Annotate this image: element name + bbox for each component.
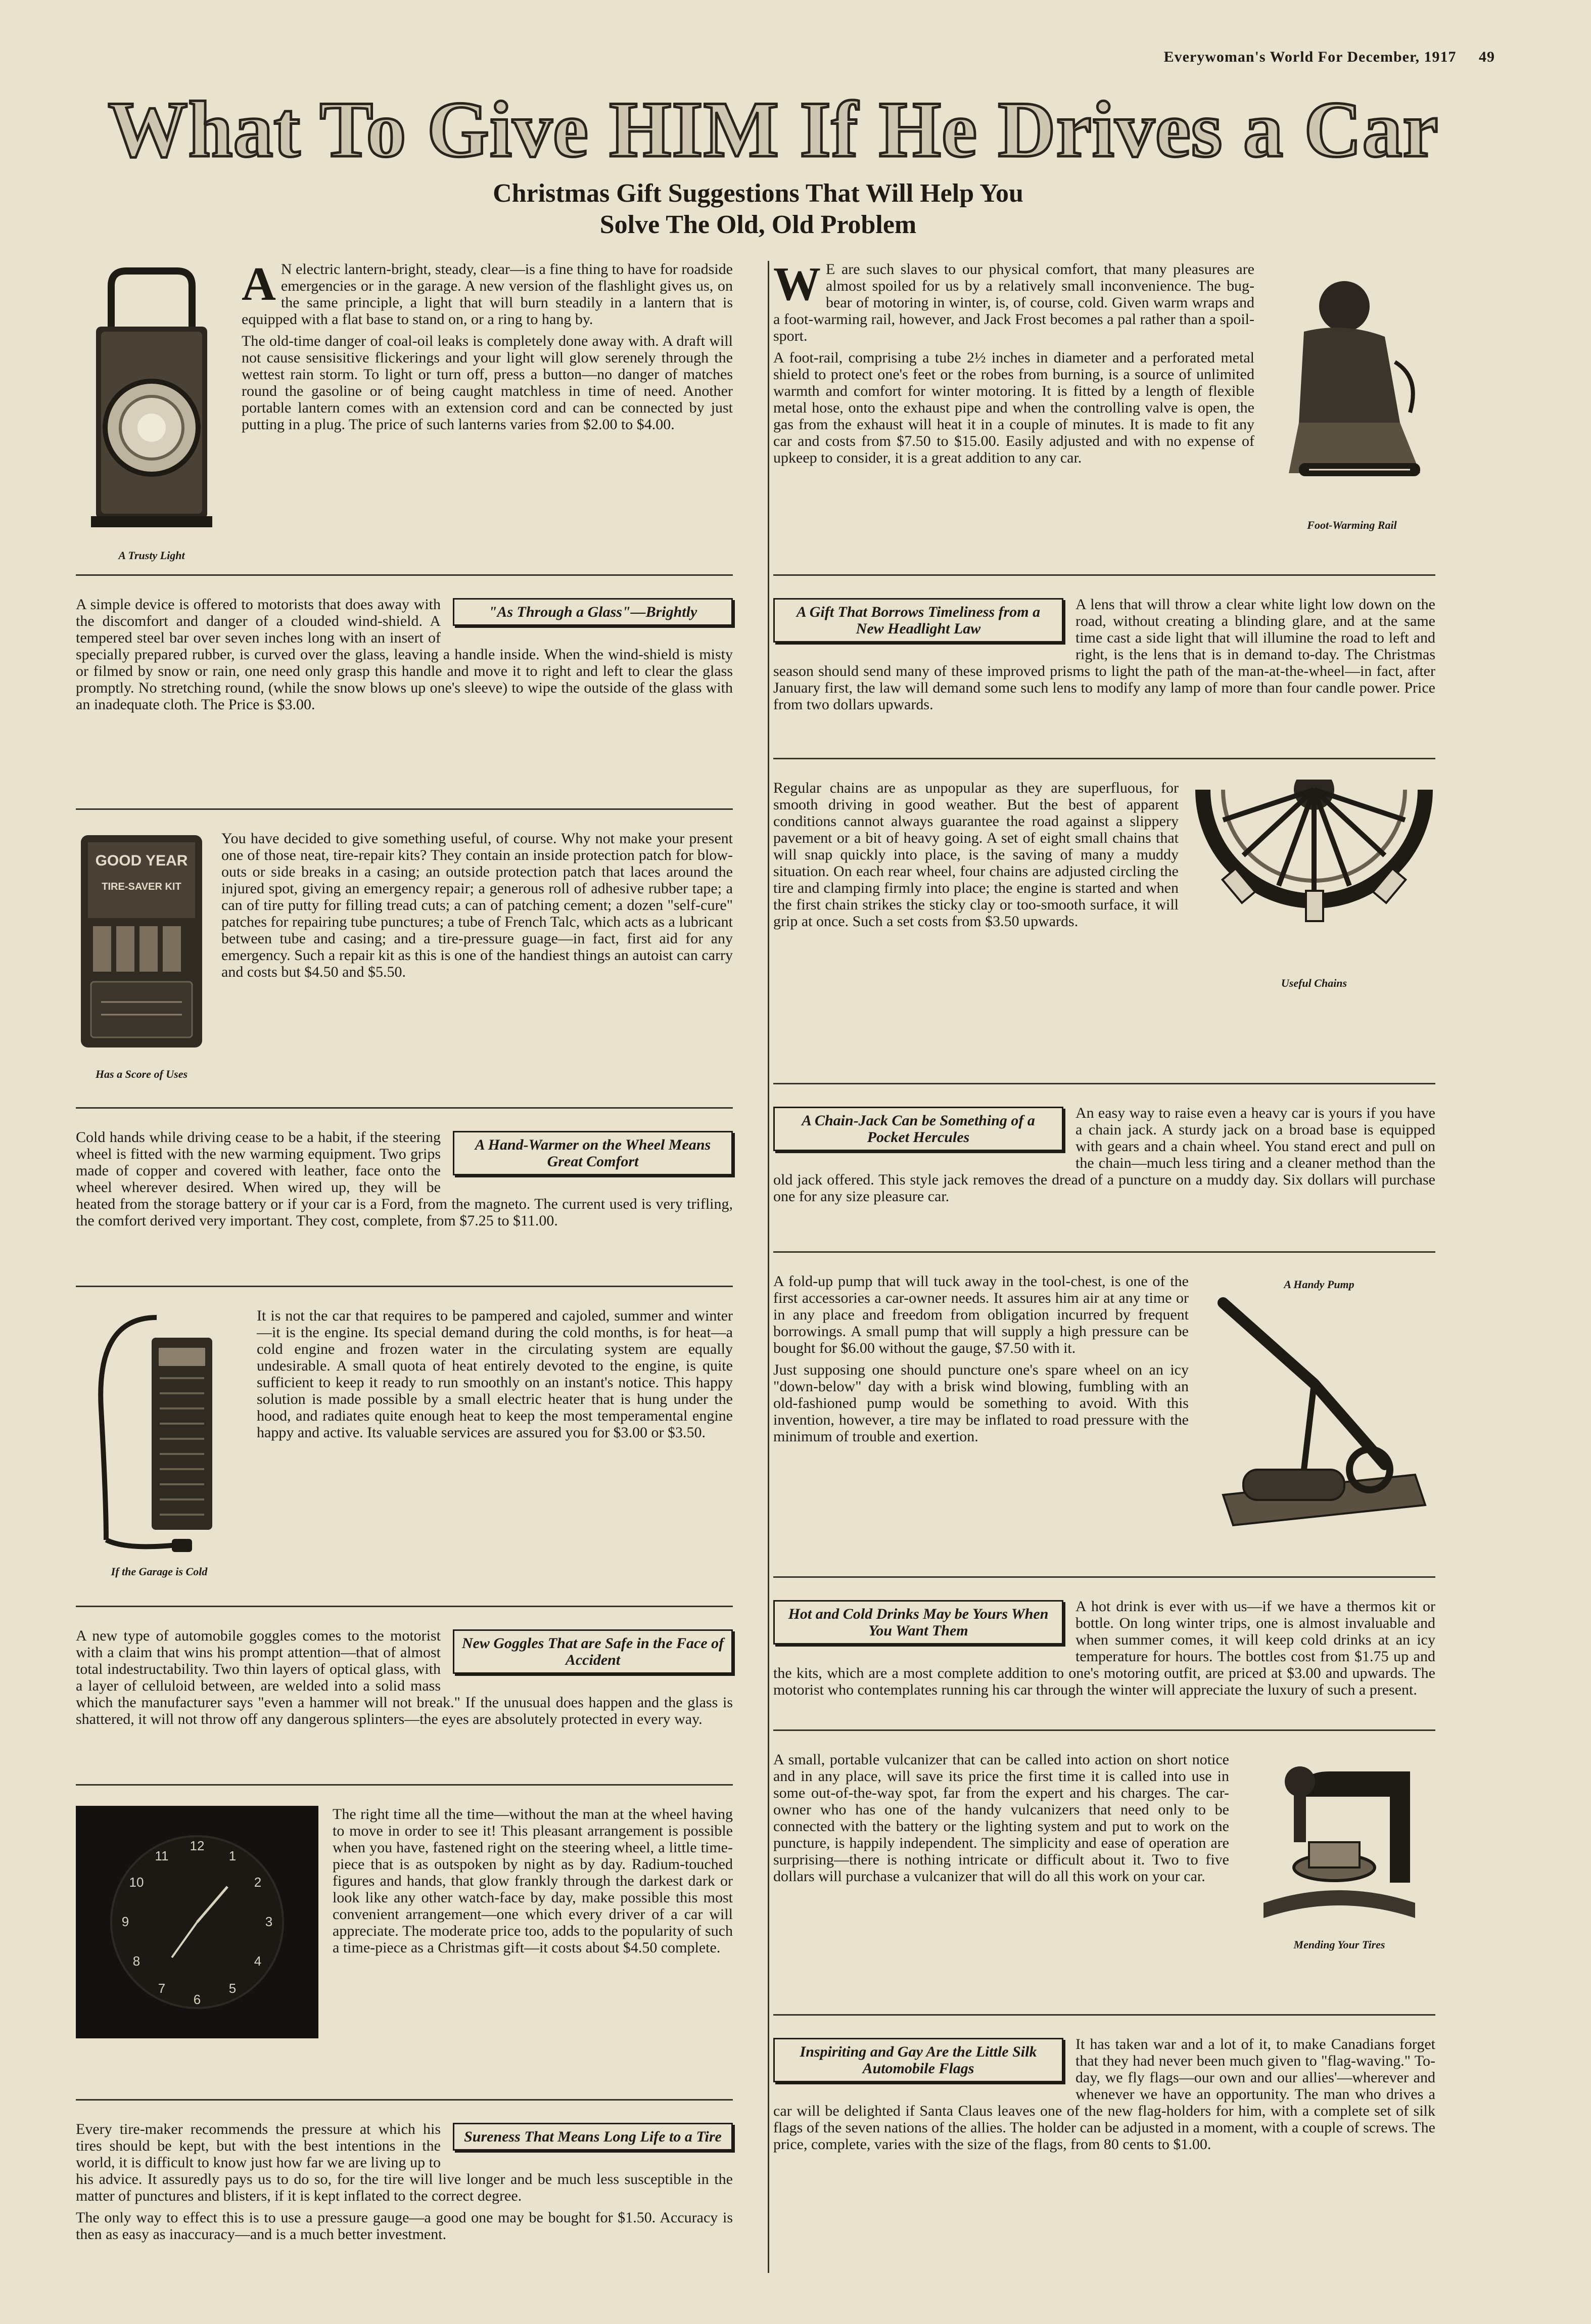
section-lantern [76, 257, 733, 576]
foot-rail-paragraph-2: A foot-rail, comprising a tube 2½ inches in diameter and a perforated metal shield to protect one's feet or the robes from burning, is a source of unlimited warmth and comfort for winter motoring. It is fitted by a length of flexible metal hose, onto the exhaust pipe and when the controlling valve is open, the gas from the exhaust will heat it in a couple of minutes. It is made to fit any car and costs from $7.50 to $15.00. Easily adjusted and with no expense of upkeep to consider, it is a great addition to any car. [773, 349, 1254, 466]
glass-paragraph-1: A simple device is offered to motorists that does away with the discomfort and danger of a clouded wind-shield. A tempered steel bar over seven inches long with an insert of specially prepared rubber, is curved over the glass, leaving a handle inside. When the wind-shield is misty or filmed by snow or rain, one need only grasp this handle and move it to right and left to clear the glass promptly. No stretching round, (while the snow blows up one's sleeve) to wipe the outside of the glass with an inadequate cloth. The Price is $3.00. [76, 596, 733, 713]
chains-illustration [1193, 780, 1435, 972]
clock-numeral-4: 4 [254, 1953, 262, 1969]
pump-illustration [1203, 1293, 1435, 1535]
goggles-paragraph-1: A new type of automobile goggles comes to the motorist with a claim that wins his prompt attention—that of almost total indestructability. Two thin layers of optical glass, with a layer of celluloid between, are welded into a solid mass which the manufacturer says "even a hammer will not break." If the unusual does happen and the glass is shattered, it will not throw off any dangerous splinters—the eyes are absolutely protected in every way. [76, 1627, 733, 1727]
tire-kit-caption: Has a Score of Uses [95, 1068, 188, 1080]
clock-numeral-3: 3 [265, 1914, 273, 1929]
lantern-text-1: N electric lantern-bright, steady, clear—is a fine thing to have for roadside emergencies or in the garage. A new version of the flashlight gives us, on the same principle, a light that will burn steadily in a lantern that is equipped with a flat base to stand on, or a ring to hang by. [242, 261, 733, 328]
clock-figure [76, 1806, 318, 2038]
tire-kit-figure [76, 830, 207, 1082]
tire-kit-illustration [76, 830, 207, 1063]
heater-caption: If the Garage is Cold [111, 1565, 208, 1578]
section-goggles [76, 1607, 733, 1786]
column-divider [768, 261, 769, 2273]
article-title: What To Give HIM If He Drives a Car [108, 85, 1439, 174]
clock-numeral-10: 10 [129, 1875, 144, 1890]
foot-rail-figure [1269, 261, 1435, 533]
foot-rail-drop-cap: W [773, 258, 821, 310]
foot-rail-caption: Foot-Warming Rail [1307, 519, 1397, 531]
section-headlight [773, 576, 1435, 759]
drinks-paragraph-1: A hot drink is ever with us—if we have a thermos kit or bottle. On long winter trips, one is almost invaluable and when summer comes, it will keep cold drinks at an icy temperature for hours. The bottles cost from $1.75 up and the kits, which are a most complete addition to one's motoring outfit, are priced at $3.00 and upwards. The motorist who contemplates running his car through the winter will appreciate the luxury of such a present. [773, 1598, 1435, 1698]
vulcanizer-illustration [1243, 1751, 1435, 1933]
clock-numeral-12: 12 [190, 1838, 205, 1853]
tire-kit-paragraph-1: You have decided to give something useful, of course. Why not make your present one of those neat, tire-repair kits? They contain an inside protection patch for blow-outs or side breaks in a casing; an outside protection patch that laces around the injured spot, giving an emergency repair; a generous roll of adhesive rubber tape; a can of tire putty for filling tread cuts; a can of patching cement; a dozen "self-cure" patches for repairing tube punctures; a tube of French Talc, which acts as a lubricant between tube and casing; and a tire-pressure guage—in fact, first aid for any emergency. Such a repair kit as this is one of the handiest things an autoist can carry and costs but $4.50 and $5.50. [221, 830, 733, 980]
clock-numeral-7: 7 [158, 1981, 166, 1996]
subtitle-line-2: Solve The Old, Old Problem [599, 210, 917, 239]
lantern-figure [76, 261, 227, 564]
flags-boxed-heading: Inspiriting and Gay Are the Little Silk Automobile Flags [773, 2038, 1063, 2082]
vulcanizer-caption: Mending Your Tires [1293, 1938, 1385, 1951]
goggles-boxed-heading: New Goggles That are Safe in the Face of Accident [453, 1629, 733, 1674]
heater-figure [76, 1307, 243, 1580]
lantern-drop-cap: A [242, 258, 276, 310]
page-number: 49 [1479, 49, 1495, 65]
clock-numeral-6: 6 [193, 1992, 201, 2007]
chains-figure [1193, 780, 1435, 991]
clock-numeral-8: 8 [132, 1953, 141, 1969]
section-foot-rail [773, 257, 1435, 576]
headlight-paragraph-1: A lens that will throw a clear white light low down on the road, without creating a blinding glare, and at the same time cast a side light that will illumine the road to left and right, is the lens that is in demand to-day. The Christmas season should send many of these improved prisms to light the path of the man-at-the-wheel—in fact, after January first, the law will demand some such lens to modify any lamp of more than four candle power. Price from two dollars upwards. [773, 596, 1435, 713]
hand-warmer-boxed-heading: A Hand-Warmer on the Wheel Means Great Comfort [453, 1131, 733, 1175]
heater-paragraph-1: It is not the car that requires to be pampered and cajoled, summer and winter—it is the engine. Its special demand during the cold months, is for heat—a cold engine and frozen water in the circulating system are equally undesirable. A small quota of heat entirely devoted to the engine, is quite sufficient to keep it ready to run smoothly on an instant's notice. This happy solution is made possible by a small electric heater that is hung under the hood, and radiates quite enough heat to keep the most temperamental engine happy and active. Its valuable services are assured you for $3.00 or $3.50. [257, 1307, 733, 1441]
kit-label-brand: GOOD YEAR [95, 852, 188, 869]
section-chains [773, 759, 1435, 1084]
running-head-text: Everywoman's World For December, 1917 [1163, 49, 1457, 65]
glass-boxed-heading: "As Through a Glass"—Brightly [453, 598, 733, 626]
chains-paragraph-1: Regular chains are as unpopular as they are superfluous, for smooth driving in good weather. But the best of apparent conditions cannot always guarantee the road against a slippery pavement or a bit of heavy going. A set of eight small chains that will snap quickly into place, is the saving of many a muddy situation. On each rear wheel, four chains are adjusted circling the tire and clamping firmly into place; the engine is started and when the first chain strikes the sticky clay or too-smooth surface, it will grip at once. Such a set costs from $3.50 upwards. [773, 780, 1179, 930]
gauge-paragraph-1: Every tire-maker recommends the pressure at which his tires should be kept, but with the best intentions in the world, it is difficult to know just how far we are living up to his advice. It assuredly pays us to do so, for the tire will live longer and be much less susceptible in the matter of punctures and blisters, if it is kept inflated to the correct degree. [76, 2121, 733, 2204]
clock-numeral-2: 2 [254, 1875, 262, 1890]
section-chain-jack [773, 1084, 1435, 1253]
clock-numeral-5: 5 [228, 1981, 237, 1996]
clock-numeral-1: 1 [228, 1848, 237, 1863]
clock-illustration [76, 1806, 318, 2038]
right-column [773, 257, 1435, 2188]
gauge-paragraph-2: The only way to effect this is to use a pressure gauge—a good one may be bought for $1.50. Accuracy is then as easy as inaccuracy—and is a much better investment. [76, 2209, 733, 2243]
kit-label-product: TIRE-SAVER KIT [102, 881, 181, 892]
section-flags [773, 2016, 1435, 2188]
chains-caption: Useful Chains [1281, 977, 1347, 989]
foot-rail-text-1: E are such slaves to our physical comfort, that many pleasures are almost spoiled for us by a relatively small inconvenience. The bug-bear of motoring in winter, is, of course, cold. Given warm wraps and a foot-warming rail, however, and Jack Frost becomes a pal rather than a spoil-sport. [773, 261, 1254, 344]
section-tire-kit [76, 810, 733, 1109]
vulcanizer-paragraph-1: A small, portable vulcanizer that can be called into action on short notice and in any place, will save its price the first time it is called into use in some out-of-the-way spot, far from the expert and his charges. The car-owner who has one of the handy vulcanizers that need only to be connected with the battery or the lighting system and put to work on the puncture, is happily independent. The simplicity and ease of operation are surprising—there is nothing intricate or difficult about it. Two to five dollars will purchase a vulcanizer that will do all this work on your car. [773, 1751, 1229, 1885]
headlight-boxed-heading: A Gift That Borrows Timeliness from a New Headlight Law [773, 598, 1063, 643]
lantern-illustration [76, 261, 227, 544]
foot-rail-illustration [1269, 261, 1435, 514]
drinks-boxed-heading: Hot and Cold Drinks May be Yours When You Want Them [773, 1600, 1063, 1645]
section-vulcanizer [773, 1731, 1435, 2016]
section-clock [76, 1786, 733, 2101]
lantern-caption: A Trusty Light [118, 549, 185, 562]
hand-warmer-paragraph-1: Cold hands while driving cease to be a habit, if the steering wheel is fitted with the new warming equipment. Two grips made of copper and covered with leather, face onto the wheel wherever desired. When wired up, they will be heated from the storage battery or if your car is a Ford, from the magneto. The current used is very trifling, the comfort derived very important. They cost, complete, from $7.25 to $11.00. [76, 1129, 733, 1229]
clock-paragraph-1: The right time all the time—without the man at the wheel having to move in order to see it! This pleasant arrangement is possible when you have, fastened right on the steering wheel, a little time-piece that is as outspoken by night as by day. Radium-touched figures and hands, that glow frankly through the darkest dark or look like any other watch-face by day, make possible this most convenient arrangement—one which every driver of a car will appreciate. The moderate price too, adds to the popularity of such a time-piece as a Christmas gift—it costs about $4.50 complete. [333, 1806, 733, 1956]
section-heater [76, 1287, 733, 1607]
section-pump [773, 1253, 1435, 1578]
pump-figure [1203, 1273, 1435, 1535]
vulcanizer-figure [1243, 1751, 1435, 1953]
pump-caption: A Handy Pump [1284, 1278, 1354, 1291]
jack-boxed-heading: A Chain-Jack Can be Something of a Pocket Hercules [773, 1107, 1063, 1151]
clock-numeral-9: 9 [121, 1914, 129, 1929]
left-column [76, 257, 733, 2272]
subtitle-line-1: Christmas Gift Suggestions That Will Help You [493, 179, 1023, 208]
pump-paragraph-2: Just supposing one should puncture one's spare wheel on an icy "down-below" day with a brisk wind blowing, fumbling with an old-fashioned pump would be something to avoid. With this invention, however, a tire may be inflated to road pressure with the minimum of trouble and exertion. [773, 1361, 1189, 1445]
heater-illustration [76, 1307, 243, 1560]
section-pressure-gauge [76, 2101, 733, 2272]
section-hand-warmer [76, 1109, 733, 1287]
clock-numeral-11: 11 [155, 1848, 169, 1863]
running-head [1164, 49, 1495, 66]
gauge-boxed-heading: Sureness That Means Long Life to a Tire [453, 2123, 733, 2151]
flags-paragraph-1: It has taken war and a lot of it, to make Canadians forget that they had never been much given to "flag-waving." To-day, we fly flags—our own and our allies'—wherever and whenever we have an opportunity. The man who drives a car will be delighted if Santa Claus leaves one of the new flag-holders for him, with a complete set of silk flags of the seven nations of the allies. The holder can be adjusted in a moment, with a couple of screws. The price, complete, varies with the size of the flags, from 80 cents to $1.00. [773, 2036, 1435, 2153]
article-subtitle [334, 178, 1183, 241]
jack-paragraph-1: An easy way to raise even a heavy car is yours if you have a chain jack. A sturdy jack on a broad base is equipped with gears and a chain wheel. You stand erect and pull on the chain—much less tiring and a cleaner method than the old jack offered. This style jack removes the dread of a puncture on a muddy day. Six dollars will purchase one for any size pleasure car. [773, 1105, 1435, 1205]
pump-paragraph-1: A fold-up pump that will tuck away in the tool-chest, is one of the first accessories a car-owner needs. It assures him air at any time or in any place and freedom from obligation incurred by frequent borrowings. A small pump that will supply a high pressure can be bought for $6.00 without the gauge, $7.50 with it. [773, 1273, 1189, 1356]
section-drinks [773, 1578, 1435, 1731]
lantern-paragraph-2: The old-time danger of coal-oil leaks is completely done away with. A draft will not cause sensisitive flickerings and your light will glow serenely through the wettest rain storm. To light or turn off, press a button—no danger of matches round the gasoline or of being caught matchless in time of need. Another portable lantern comes with an extension cord and can be connected by just putting in a plug. The price of such lanterns varies from $2.00 to $4.00. [242, 333, 733, 433]
section-glass [76, 576, 733, 810]
